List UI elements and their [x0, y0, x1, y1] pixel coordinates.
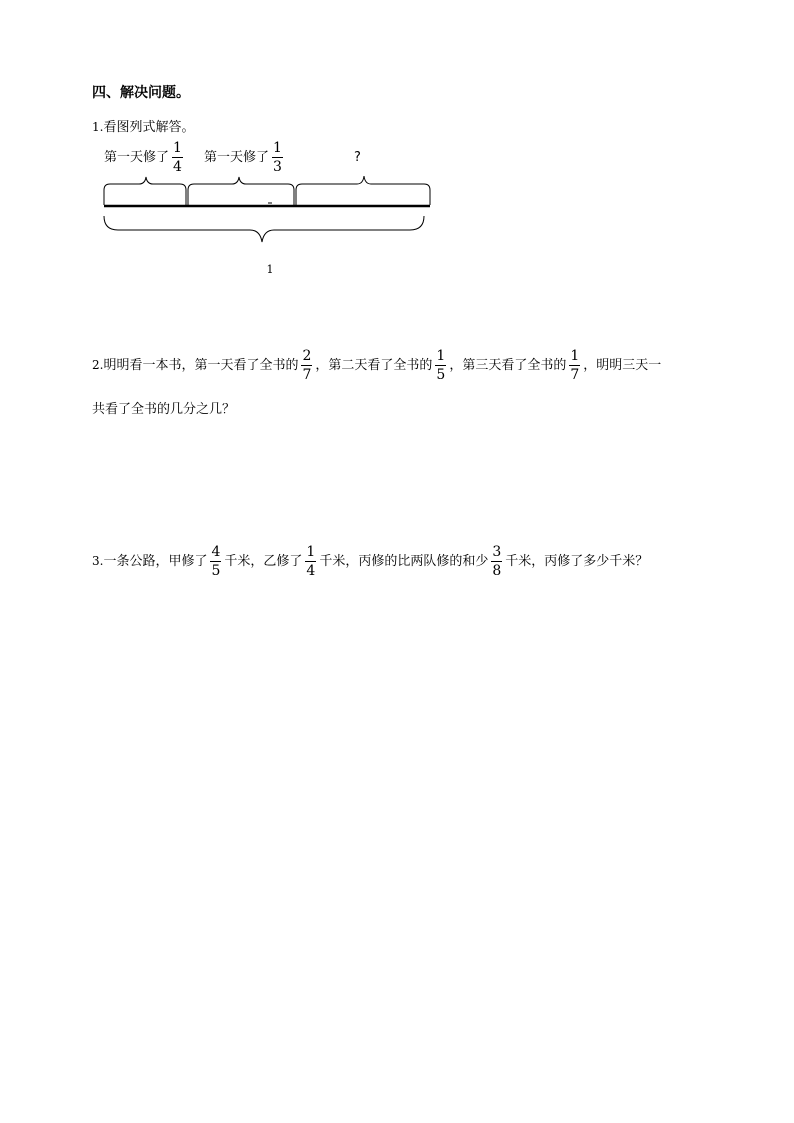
brace-total — [104, 216, 424, 242]
question-2-text-c: ，第三天看了全书的 — [449, 358, 567, 373]
question-1-text: 看图列式解答。 — [103, 120, 195, 135]
question-2-line-2: 共看了全书的几分之几？ — [92, 402, 236, 417]
question-3 — [92, 545, 648, 578]
question-3-number: 3. — [92, 554, 104, 568]
section-heading: 四、解决问题。 — [92, 85, 190, 101]
question-3-text-d: 千米，丙修了多少千米？ — [505, 554, 649, 569]
fraction-3-8: $\frac{3}{8}$ — [492, 544, 502, 579]
diagram-label-day1-text: 第一天修了 — [104, 150, 170, 165]
diagram-label-day2-fraction: $\frac{1}{3}$ — [273, 140, 282, 175]
question-2-line-1 — [92, 349, 661, 382]
brace-day1 — [104, 177, 186, 205]
question-2-text-a: 明明看一本书，第一天看了全书的 — [103, 358, 299, 373]
fraction-2-7: $\frac{2}{7}$ — [302, 348, 312, 383]
question-2-text-d: ，明明三天一 — [583, 358, 662, 373]
segment-diagram — [0, 0, 794, 300]
question-3-text-a: 一条公路，甲修了 — [103, 554, 208, 569]
diagram-label-unknown: ? — [354, 150, 361, 165]
total-label: 1 — [266, 263, 274, 276]
question-3-text-b: 千米，乙修了 — [224, 554, 303, 569]
fraction-1-5: $\frac{1}{5}$ — [436, 348, 446, 383]
question-3-text-c: 千米，丙修的比两队修的和少 — [319, 554, 489, 569]
question-2-text-b: ，第二天看了全书的 — [315, 358, 433, 373]
brace-unknown — [296, 176, 430, 205]
brace-day2 — [188, 177, 294, 205]
diagram-label-day1-fraction: $\frac{1}{4}$ — [173, 140, 182, 175]
question-1-number: 1. — [92, 120, 104, 134]
fraction-1-4: $\frac{1}{4}$ — [306, 544, 316, 579]
fraction-1-7: $\frac{1}{7}$ — [570, 348, 580, 383]
diagram-label-day2-text: 第一天修了 — [204, 150, 270, 165]
question-2-number: 2. — [92, 358, 104, 372]
fraction-4-5: $\frac{4}{5}$ — [211, 544, 221, 579]
